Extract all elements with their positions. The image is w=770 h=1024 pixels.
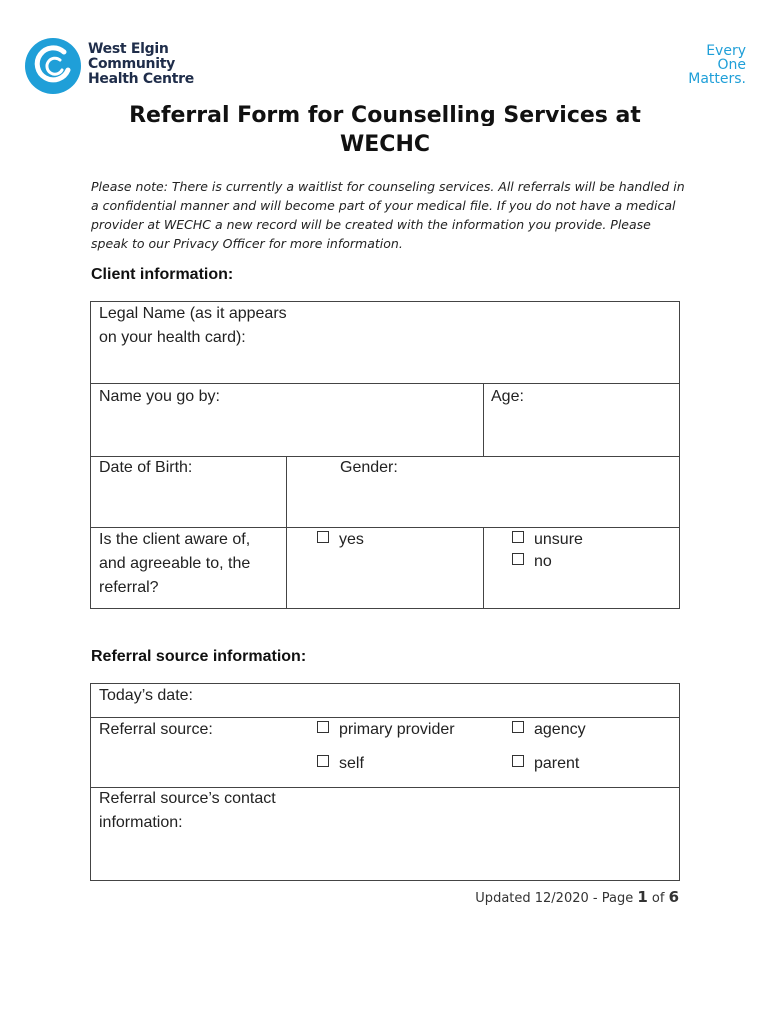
unsure-label: unsure <box>534 531 583 548</box>
yes-label: yes <box>339 531 364 548</box>
page-footer <box>475 888 679 906</box>
name-go-by-field[interactable] <box>251 386 479 452</box>
logo-line-3: Health Centre <box>88 71 194 87</box>
footer-prefix: Updated 12/2020 - Page <box>475 891 638 906</box>
page-title-line-2: WECHC <box>340 132 430 157</box>
primary-provider-option[interactable] <box>317 718 455 742</box>
logo-swirl-icon <box>24 36 82 96</box>
dob-label: Date of Birth: <box>99 459 193 476</box>
aware-unsure-option[interactable] <box>512 528 583 552</box>
footer-page: 1 <box>637 888 648 906</box>
logo-text <box>88 42 194 87</box>
page-title-line-1: Referral Form for Counselling Services at <box>129 104 641 126</box>
self-label: self <box>339 755 364 772</box>
slogan-line-3: Matters. <box>688 71 746 87</box>
referral-source-label: Referral source: <box>99 721 213 738</box>
unsure-checkbox[interactable] <box>512 531 524 543</box>
parent-option[interactable] <box>512 752 579 776</box>
footer-total: 6 <box>668 888 679 906</box>
referral-info-table <box>90 683 680 881</box>
age-field[interactable] <box>531 386 675 452</box>
no-checkbox[interactable] <box>512 553 524 565</box>
parent-label: parent <box>534 755 580 772</box>
legal-name-field[interactable] <box>291 304 675 380</box>
aware-no-option[interactable] <box>512 550 552 574</box>
primary-provider-label: primary provider <box>339 721 455 738</box>
client-aware-label: Is the client aware of, and agreeable to, the referral? <box>99 531 251 596</box>
legal-name-label: Legal Name (as it appears on your health card): <box>99 305 287 346</box>
yes-checkbox[interactable] <box>317 531 329 543</box>
todays-date-label: Today’s date: <box>99 687 193 704</box>
age-label: Age: <box>491 388 524 405</box>
logo-line-2: Community <box>88 56 175 72</box>
self-checkbox[interactable] <box>317 755 329 767</box>
parent-checkbox[interactable] <box>512 755 524 767</box>
logo-line-1: West Elgin <box>88 41 169 57</box>
self-option[interactable] <box>317 752 364 776</box>
no-label: no <box>534 553 552 570</box>
client-info-table <box>90 301 680 609</box>
aware-yes-option[interactable] <box>317 528 364 552</box>
contact-info-label: Referral source’s contact information: <box>99 790 276 831</box>
wechc-logo <box>24 36 204 98</box>
client-section-heading: Client information: <box>91 266 234 283</box>
title-clip <box>0 104 770 126</box>
agency-option[interactable] <box>512 718 586 742</box>
slogan-line-2: One <box>717 57 746 73</box>
privacy-note: Please note: There is currently a waitlist for counseling services. All referrals will be handled in a confidential manner and will become part of your medical file. If you do not have a medical provider at WECHC a new record will be created with the information you provide. Please speak to our Privacy Officer for more information. <box>91 179 685 251</box>
todays-date-field[interactable] <box>221 686 675 714</box>
slogan-line-1: Every <box>706 43 746 59</box>
name-go-by-label: Name you go by: <box>99 388 220 405</box>
contact-info-field[interactable] <box>291 790 675 876</box>
primary-provider-checkbox[interactable] <box>317 721 329 733</box>
agency-label: agency <box>534 721 586 738</box>
agency-checkbox[interactable] <box>512 721 524 733</box>
gender-label: Gender: <box>340 459 398 476</box>
slogan <box>688 44 746 86</box>
footer-of: of <box>647 891 669 906</box>
referral-section-heading: Referral source information: <box>91 648 307 665</box>
